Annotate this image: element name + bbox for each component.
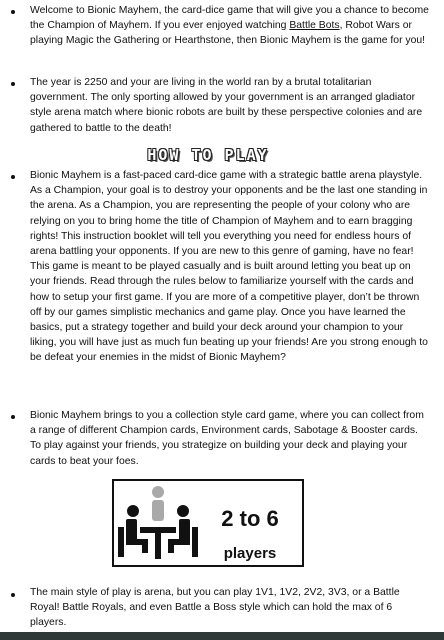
bullet-dot	[11, 175, 15, 179]
bullet-dot	[11, 10, 15, 14]
bullet-dot	[11, 415, 15, 419]
players-label: players	[223, 545, 277, 562]
setting-paragraph: The year is 2250 and your are living in the world ran by a brutal totalitarian government. The only sporting allowed by your government is an arranged gladiator style arena match where bionic robots are built by these perspective colonies and are gathered to battle to the death!	[30, 77, 423, 134]
modes-paragraph: The main style of play is arena, but you can play 1V1, 1V2, 2V2, 3V3, or a Battle Royal! Battle Royals, and even Battle a Boss style which can hold the max of 6 players.	[30, 587, 400, 629]
page-footer-strip	[0, 632, 444, 640]
players-table-icon	[112, 479, 304, 567]
player-count: 2 to 6	[221, 506, 279, 531]
intro-paragraph	[30, 3, 430, 49]
intro-text-end: , Robot Wars or playing Magic the Gathering or Hearthstone, then Bionic Mayhem is the game for you!	[30, 20, 426, 47]
bullet-dot	[11, 593, 15, 597]
collection-paragraph: Bionic Mayhem brings to you a collection style card game, where you can collect from a range of different Champion cards, Environment cards, Sabotage & Booster cards. To play against your friends, you strategize on building your deck and playing your cards to beat your foes.	[30, 410, 424, 467]
intro-text-start: Welcome to Bionic Mayhem, the card-dice game that will give you a chance to become the Champion of Mayhem. If you ever enjoyed watching	[30, 5, 429, 32]
battle-bots-link[interactable]: Battle Bots	[289, 20, 340, 32]
overview-paragraph: Bionic Mayhem is a fast-paced card-dice game with a strategic battle arena playstyle. As a Champion, your goal is to destroy your opponents and be the last one standing in the arena. As a Champion, you are representing the people of your colony who are relying on you to bring home the title of Champion of Mayhem and to earn bragging rights! This instruction booklet will tell you everything you need for endless hours of arena battling your opponents. If you are new to this genre of gaming, have no fear! This game is meant to be played casually and is built around letting you beat up on your friends. Read through the rules below to familiarize yourself with the cards and how to setup your first game. If you are more of a competitive player, don’t be thrown off by our games simplistic mechanics and game play. Once you have learned the basics, put a strategy together and build your deck around your champion to your liking, you will have just as much fun beating up your friends! Are you strong enough to be defeat your enemies in the midst of Bionic Mayhem?	[30, 170, 428, 364]
bullet-dot	[11, 82, 15, 86]
how-to-play-heading: HOW TO PLAY	[147, 146, 269, 164]
